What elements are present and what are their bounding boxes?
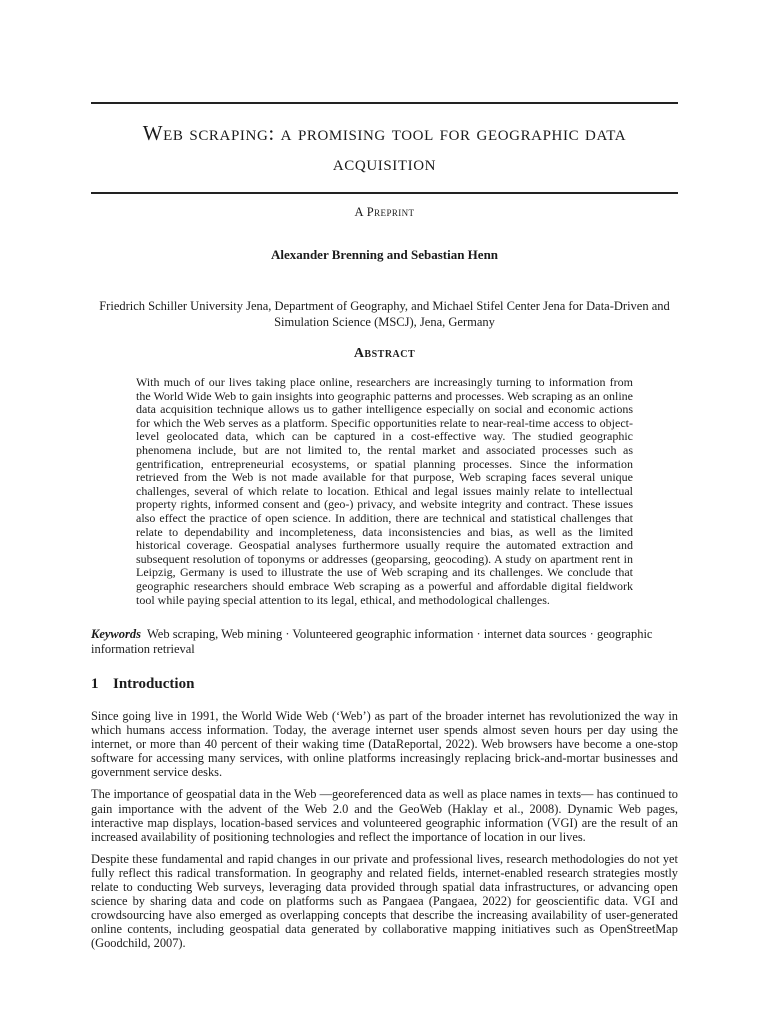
keywords <box>91 627 678 657</box>
title-top-rule <box>91 102 678 104</box>
title-bottom-rule <box>91 192 678 194</box>
preprint-label: A Preprint <box>354 205 415 219</box>
abstract-text: With much of our lives taking place online, researchers are increasingly turning to information from the World Wide Web to gain insights into geographic patterns and processes. Web scraping as an online data acquisition technique allows us to gather intelligence especially on social and economic actions for which the Web serves as a platform. Specific opportunities relate to near-real-time access to object-level geolocated data, which can be captured in a cost-effective way. The studied geographic phenomena include, but are not limited to, the rental market and associated processes such as gentrification, entrepreneurial ecosystems, or spatial planning processes. Since the information retrieved from the Web is not made available for that purpose, Web scraping faces several unique challenges, several of which relate to location. Ethical and legal issues mainly relate to intellectual property rights, informed consent and (geo-) privacy, and website integrity and contract. These issues also effect the practice of open science. In addition, there are technical and statistical challenges that relate to dependability and incompleteness, data inconsistencies and bias, as well as the limited historical coverage. Geospatial analyses furthermore usually require the automated extraction and subsequent resolution of toponyms or addresses (geoparsing, geocoding). A study on apartment rent in Leipzig, Germany is used to illustrate the use of Web scraping and its challenges. We conclude that geographic researchers should embrace Web scraping as a powerful and affordable digital fieldwork tool while paying special attention to its legal, ethical, and methodological challenges. <box>136 375 633 607</box>
authors: Alexander Brenning and Sebastian Henn <box>270 247 499 262</box>
paragraph: Since going live in 1991, the World Wide Web (‘Web’) as part of the broader internet has revolutionized the way in which humans access information. Today, the average internet user spends almost seven hours per day using the internet, or more than 40 percent of their waking time (DataReportal, 2022). Web browsers have become a one-stop software for accessing many services, with online platforms increasingly replacing brick-and-mortar businesses and government service desks. <box>91 709 678 780</box>
section-title: Introduction <box>113 676 195 692</box>
paragraph: Despite these fundamental and rapid changes in our private and professional lives, research methodologies do not yet fully reflect this radical transformation. In geography and related fields, internet-enabled research strategies mostly relate to conducting Web surveys, leveraging data provided through spatial data infrastructures, or advancing open science by sharing data and code on platforms such as Pangaea (Pangaea, 2022) for geoscientific data. VGI and crowdsourcing have also emerged as overlapping concepts that describe the increasing availability of user-generated online contents, including geospatial data generated by collaborative mapping initiatives such as OpenStreetMap (Goodchild, 2007). <box>91 851 678 951</box>
keywords-list: Web scraping, Web mining · Volunteered geographic information · internet data sources · geographic information retrieval <box>91 627 653 656</box>
abstract-heading: Abstract <box>353 346 416 361</box>
paper-title: Web scraping: a promising tool for geographic data acquisition <box>142 121 627 175</box>
section-body <box>91 709 678 959</box>
section-number: 1 <box>91 676 99 692</box>
keywords-label: Keywords <box>91 627 141 641</box>
affiliation: Friedrich Schiller University Jena, Department of Geography, and Michael Stifel Center Jena for Data-Driven and Simulation Science (MSCJ), Jena, Germany <box>99 299 670 329</box>
paragraph: The importance of geospatial data in the Web —georeferenced data as well as place names in texts— has continued to gain importance with the advent of the Web 2.0 and the GeoWeb (Haklay et al., 2008). Dynamic Web pages, interactive map displays, location-based services and volunteered geographic information (VGI) are the result of an increased availability of positioning technologies and reflect the importance of location in our lives. <box>91 787 678 844</box>
section-heading <box>91 676 678 693</box>
